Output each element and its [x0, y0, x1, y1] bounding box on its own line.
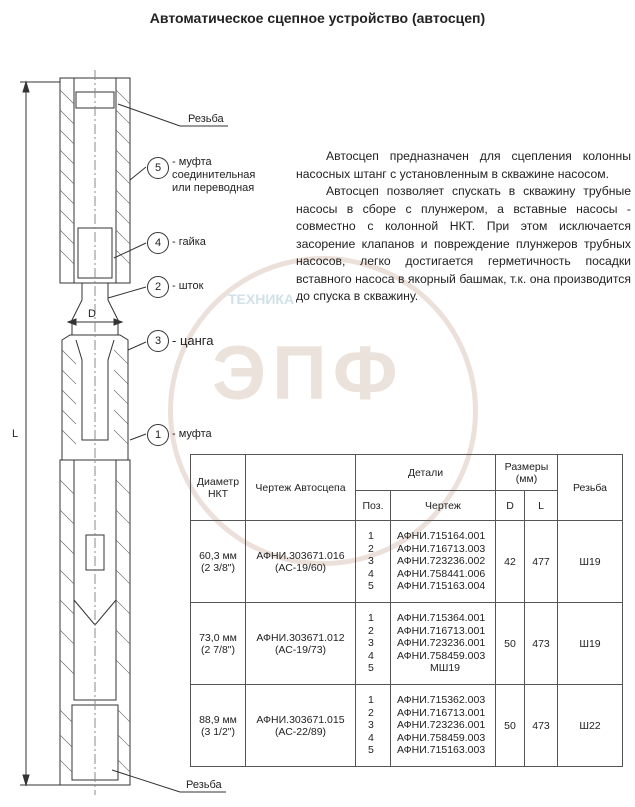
part-drawing: МШ19 — [429, 662, 461, 675]
part-drawing: АФНИ.723236.001 — [397, 719, 486, 732]
thread-cell: Ш22 — [558, 685, 623, 767]
callout-3: 3 — [147, 330, 169, 352]
header-d: D — [496, 491, 525, 521]
part-drawing: АФНИ.758459.003 — [397, 649, 486, 662]
drawing-number: АФНИ.303671.016 — [256, 549, 345, 562]
parts-cell — [391, 685, 496, 767]
d-cell: 42 — [496, 521, 525, 603]
callout-5-text — [172, 156, 255, 195]
watermark-logo: ЭПФ — [212, 331, 404, 416]
pos-number: 1 — [368, 694, 374, 707]
diameter-inch: (2 3/8") — [200, 561, 236, 574]
callout-2: 2 — [147, 276, 169, 298]
pos-number: 5 — [368, 580, 374, 593]
pos-number: 2 — [368, 706, 374, 719]
drawing-cell — [246, 685, 356, 767]
diameter-mm: 60,3 мм — [199, 549, 237, 562]
l-cell: 477 — [525, 521, 558, 603]
parts-cell — [391, 603, 496, 685]
part-drawing: АФНИ.715362.003 — [397, 694, 486, 707]
drawing-cell — [246, 603, 356, 685]
pos-number: 2 — [368, 542, 374, 555]
page-title: Автоматическое сцепное устройство (автосцеп) — [149, 10, 486, 26]
d-cell: 50 — [496, 603, 525, 685]
description-paragraph-2: Автосцеп позволяет спускать в скважину трубные насосы в сборе с плунжером, а вставные насосы - совместно с колонной НКТ. При этом исключается засорение клапанов и повреждение плунжеров трубных насосов, легко достигается герметичность посадки вставного насоса в якорный башмак, т.к. она производится до спуска в скважину. — [296, 184, 631, 303]
thread-cell: Ш19 — [558, 521, 623, 603]
callout-4: 4 — [147, 232, 169, 254]
pos-number: 1 — [368, 530, 374, 543]
diameter-mm: 73,0 мм — [199, 631, 237, 644]
callout-5-line-2: соединительная — [172, 169, 256, 181]
table-row — [191, 603, 623, 685]
part-drawing: АФНИ.715163.004 — [397, 580, 486, 593]
diameter-cell — [191, 603, 246, 685]
drawing-number: АФНИ.303671.015 — [256, 713, 345, 726]
thread-top-label: Резьба — [188, 113, 224, 125]
pos-cell — [356, 685, 391, 767]
watermark-subtitle: ТЕХНИКА — [228, 291, 295, 307]
pos-number: 5 — [368, 744, 374, 757]
pos-number: 2 — [368, 624, 374, 637]
drawing-code: (АС-22/89) — [274, 725, 327, 738]
description-paragraph-1: Автосцеп предназначен для сцепления колонны насосных штанг с установленным в скважине насосом. — [296, 149, 631, 181]
thread-cell: Ш19 — [558, 603, 623, 685]
callout-2-text: - шток — [172, 280, 204, 292]
callout-5: 5 — [147, 157, 169, 179]
diameter-inch: (2 7/8") — [200, 643, 236, 656]
header-drawing: Чертеж Автосцепа — [246, 455, 356, 521]
header-sizes: Размеры (мм) — [496, 455, 558, 491]
header-thread: Резьба — [558, 455, 623, 521]
part-drawing: АФНИ.758441.006 — [397, 567, 486, 580]
drawing-cell — [246, 521, 356, 603]
d-cell: 50 — [496, 685, 525, 767]
header-part-drawing: Чертеж — [391, 491, 496, 521]
part-drawing: АФНИ.723236.002 — [397, 555, 486, 568]
pos-number: 4 — [368, 567, 374, 580]
dimension-d-label: D — [88, 308, 96, 320]
part-drawing: АФНИ.758459.003 — [397, 731, 486, 744]
table-row — [191, 685, 623, 767]
header-details: Детали — [356, 455, 496, 491]
header-pos: Поз. — [356, 491, 391, 521]
part-drawing: АФНИ.716713.003 — [397, 542, 486, 555]
callout-5-line-1: - муфта — [172, 156, 212, 168]
callout-4-text: - гайка — [172, 236, 206, 248]
pos-number: 3 — [368, 719, 374, 732]
part-drawing: АФНИ.715164.001 — [397, 530, 486, 543]
callout-5-line-3: или переводная — [172, 182, 255, 194]
part-drawing: АФНИ.723236.001 — [397, 637, 486, 650]
thread-bottom-label: Резьба — [186, 779, 222, 791]
pos-number: 4 — [368, 731, 374, 744]
diameter-cell — [191, 685, 246, 767]
diameter-mm: 88,9 мм — [199, 713, 237, 726]
pos-number: 4 — [368, 649, 374, 662]
dimension-l-label: L — [12, 428, 19, 440]
drawing-number: АФНИ.303671.012 — [256, 631, 345, 644]
table-row — [191, 521, 623, 603]
pos-number: 5 — [368, 662, 374, 675]
diameter-inch: (3 1/2") — [200, 725, 236, 738]
parts-cell — [391, 521, 496, 603]
drawing-code: (АС-19/60) — [274, 561, 327, 574]
l-cell: 473 — [525, 685, 558, 767]
l-cell: 473 — [525, 603, 558, 685]
header-l: L — [525, 491, 558, 521]
callout-3-text: - цанга — [172, 333, 214, 348]
part-drawing: АФНИ.715364.001 — [397, 612, 486, 625]
part-drawing: АФНИ.716713.001 — [397, 624, 486, 637]
header-diameter: Диаметр НКТ — [191, 455, 246, 521]
specification-table — [190, 454, 623, 767]
part-drawing: АФНИ.716713.001 — [397, 706, 486, 719]
part-drawing: АФНИ.715163.003 — [397, 744, 486, 757]
pos-number: 3 — [368, 637, 374, 650]
pos-number: 3 — [368, 555, 374, 568]
diameter-cell — [191, 521, 246, 603]
callout-1: 1 — [147, 424, 169, 446]
callout-1-text: - муфта — [172, 428, 212, 440]
pos-cell — [356, 603, 391, 685]
pos-number: 1 — [368, 612, 374, 625]
drawing-code: (АС-19/73) — [274, 643, 327, 656]
pos-cell — [356, 521, 391, 603]
